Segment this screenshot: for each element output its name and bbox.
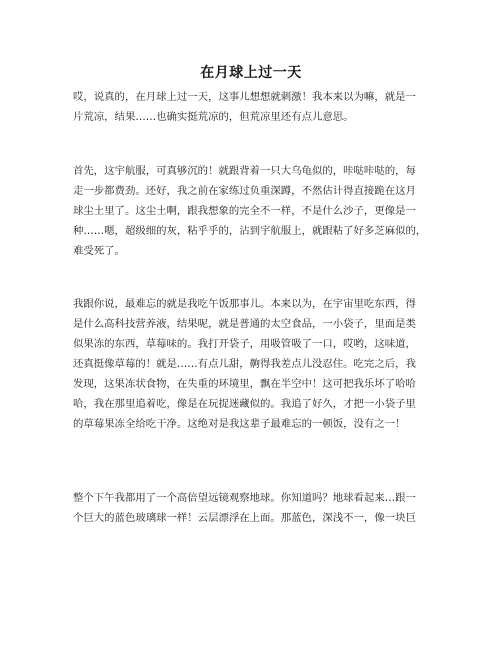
paragraph-line: 难受死了。: [73, 245, 125, 257]
paragraph-line: 首先，这宇航服，可真够沉的！就跟背着一只大乌龟似的，咔哒咔哒的，每: [73, 165, 416, 177]
paragraph-line: 是什么高科技营养液，结果呢，就是普通的太空食品，一小袋子，里面是类: [73, 318, 416, 330]
paragraph-line: 走一步都费劲。还好，我之前在家练过负重深蹲，不然估计得直接跪在这月: [73, 185, 416, 197]
paragraph-line: 哈，我在那里追着吃，像是在玩捉迷藏似的。我追了好久，才把一小袋子里: [73, 398, 416, 410]
paragraph-line: 球尘土里了。这尘土啊，跟我想象的完全不一样，不是什么沙子，更像是一: [73, 205, 416, 217]
paragraph-line: 哎，说真的，在月球上过一天，这事儿想想就刺激！我本来以为嘛，就是一: [73, 91, 416, 103]
paragraph-line: 我跟你说，最难忘的就是我吃午饭那事儿。本来以为，在宇宙里吃东西，得: [73, 298, 416, 310]
paragraph-intro: [73, 87, 431, 127]
paragraph-line: 个巨大的蓝色玻璃球一样！云层漂浮在上面。那蓝色，深浅不一，像一块巨: [73, 512, 416, 524]
paragraph-line: 似果冻的东西，草莓味的。我打开袋子，用吸管吸了一口，哎哟，这味道，: [73, 338, 416, 350]
paragraph-line: 整个下午我都用了一个高倍望远镜观察地球。你知道吗？地球看起来…跟一: [73, 492, 416, 504]
paragraph-line: 片荒凉，结果……也确实挺荒凉的，但荒凉里还有点儿意思。: [73, 111, 354, 123]
paragraph-earth: [73, 488, 431, 528]
paragraph-lunch: [73, 294, 431, 434]
paragraph-line: 还真挺像草莓的！就是……有点儿甜，齁得我差点儿没忍住。吃完之后，我: [73, 358, 416, 370]
paragraph-spacesuit: [73, 161, 431, 261]
paragraph-line: 发现，这果冻状食物，在失重的环境里，飘在半空中！这可把我乐坏了哈哈: [73, 378, 416, 390]
document-title: 在月球上过一天: [200, 65, 302, 81]
paragraph-line: 种……嗯，超级细的灰，粘乎乎的，沾到宇航服上，就跟粘了好多芝麻似的，: [73, 225, 427, 237]
paragraph-line: 的草莓果冻全给吃干净。这绝对是我这辈子最难忘的一顿饭，没有之一！: [73, 418, 406, 430]
